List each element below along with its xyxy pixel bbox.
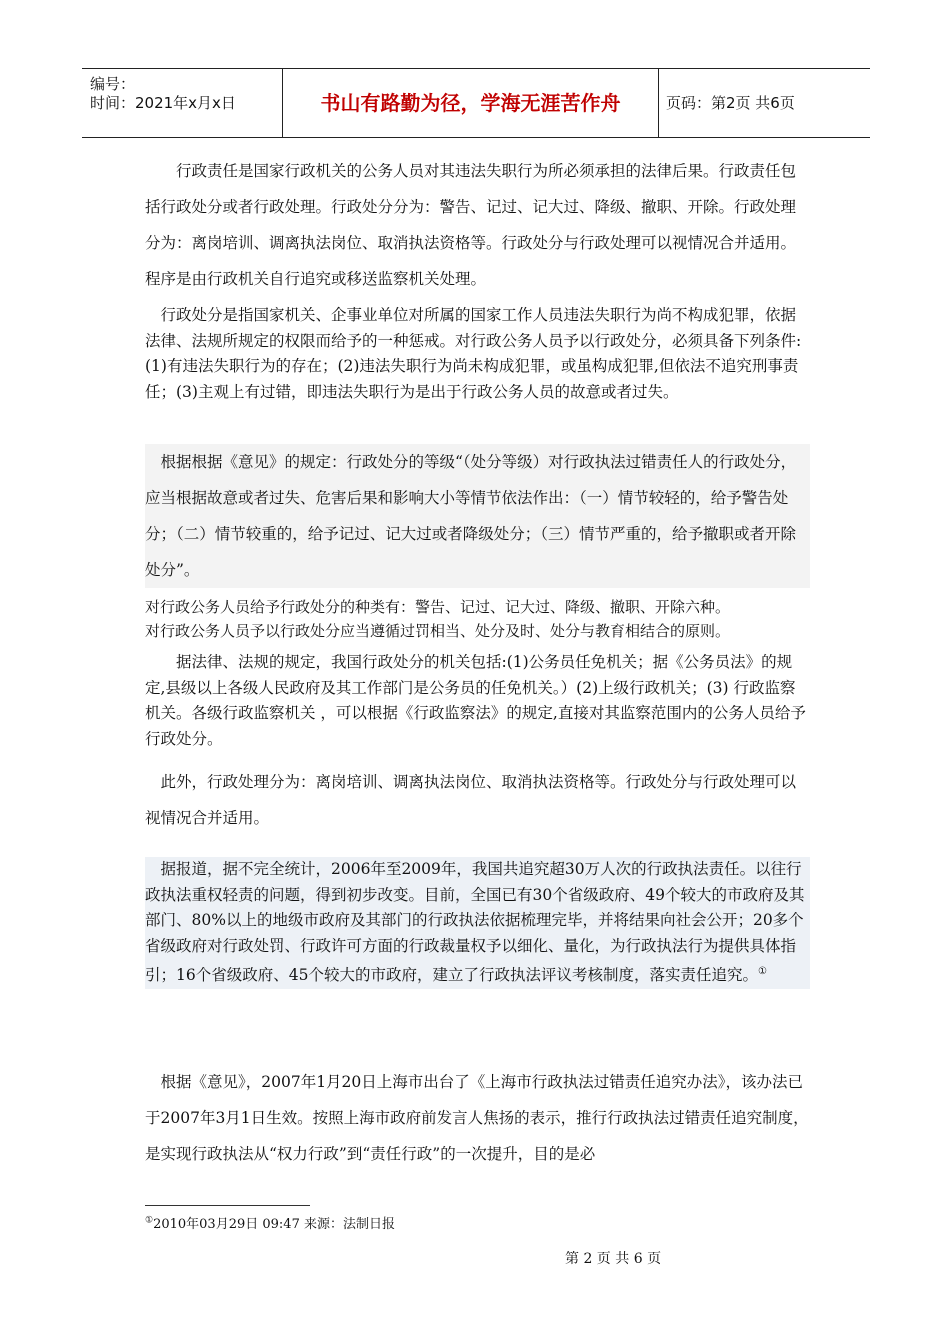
motto: 书山有路勤为径，学海无涯苦作舟 (282, 69, 659, 137)
page-code: 页码：第2页 共6页 (666, 94, 795, 112)
footnote-separator (145, 1205, 310, 1206)
header-table (82, 68, 870, 138)
footnote-reference: ① (757, 966, 767, 977)
paragraph-sanction-authorities: 据法律、法规的规定，我国行政处分的机关包括:(1)公务员任免机关；据《公务员法》的规定,县级以上各级人民政府及其工作部门是公务员的任免机关。）(2)上级行政机关；(3) 行政监察机关。各级行政监察机关 ，可以根据《行政监察法》的规定,直接对其监察范围内的公务人员给予行政处分。 (145, 653, 806, 748)
number-label: 编号： (90, 75, 136, 93)
footnote (145, 1213, 395, 1232)
paragraph-administrative-responsibility: 行政责任是国家行政机关的公务人员对其违法失职行为所必须承担的法律后果。行政责任包括行政处分或者行政处理。行政处分分为：警告、记过、记大过、降级、撤职、开除。行政处理分为：离岗培训、调离执法岗位、取消执法资格等。行政处分与行政处理可以视情况合并适用。程序是由行政机关自行追究或移送监察机关处理。 (145, 162, 797, 288)
paragraph-sanction-types: 对行政公务人员给予行政处分的种类有：警告、记过、记大过、降级、撤职、开除六种。 (145, 598, 731, 616)
paragraph-news-report (145, 857, 810, 989)
news-report-text: 据报道，据不完全统计，2006年至2009年，我国共追究超30万人次的行政执法责任。以往行政执法重权轻责的问题，得到初步改变。目前，全国已有30个省级政府、49个较大的市政府及其部门、80%以上的地级市政府及其部门的行政执法依据梳理完毕，并将结果向社会公开；20多个省级政府对行政处罚、行政许可方面的行政裁量权予以细化、量化，为行政执法行为提供具体指引；16个省级政府、45个较大的市政府，建立了行政执法评议考核制度，落实责任追究。 (145, 860, 805, 985)
paragraph-shanghai-measures: 根据《意见》，2007年1月20日上海市出台了《上海市行政执法过错责任追究办法》，该办法已于2007年3月1日生效。按照上海市政府前发言人焦扬的表示，推行行政执法过错责任追究制度，是实现行政执法从“权力行政”到“责任行政”的一次提升，目的是必 (145, 1073, 809, 1163)
footnote-mark: ① (145, 1215, 154, 1226)
paragraph-sanction-principles: 对行政公务人员予以行政处分应当遵循过罚相当、处分及时、处分与教育相结合的原则。 (145, 622, 731, 640)
paragraph-sanction-levels: 根据根据《意见》的规定：行政处分的等级“（处分等级）对行政执法过错责任人的行政处分，应当根据故意或者过失、危害后果和影响大小等情节依法作出：（一）情节较轻的，给予警告处分；（二）情节较重的，给予记过、记大过或者降级处分；（三）情节严重的，给予撤职或者开除处分”。 (145, 444, 810, 588)
date-label: 时间：2021年x月x日 (90, 94, 236, 112)
page-number-footer: 第 2 页 共 6 页 (565, 1251, 662, 1267)
header-left-cell (82, 69, 282, 137)
paragraph-administrative-sanction: 行政处分是指国家机关、企事业单位对所属的国家工作人员违法失职行为尚不构成犯罪，依据法律、法规所规定的权限而给予的一种惩戒。对行政公务人员予以行政处分，必须具备下列条件:(1)有违法失职行为的存在；(2)违法失职行为尚未构成犯罪，或虽构成犯罪,但依法不追究刑事责任；(3)主观上有过错，即违法失职行为是出于行政公务人员的故意或者过失。 (145, 306, 802, 401)
paragraph-administrative-handling: 此外，行政处理分为：离岗培训、调离执法岗位、取消执法资格等。行政处分与行政处理可以视情况合并适用。 (145, 773, 797, 827)
footnote-text: 2010年03月29日 09:47 来源：法制日报 (153, 1217, 395, 1232)
